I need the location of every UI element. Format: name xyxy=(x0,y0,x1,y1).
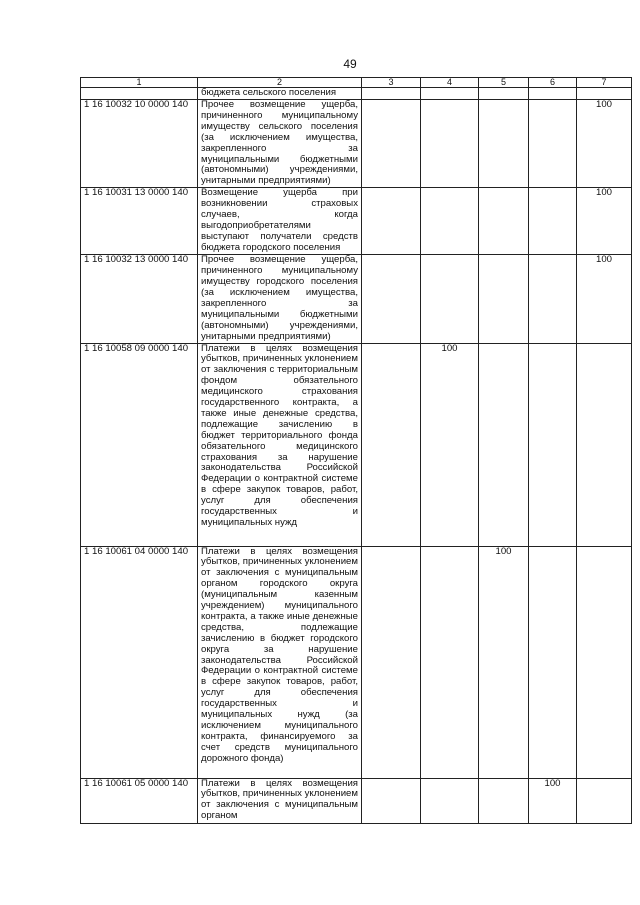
table-row xyxy=(81,188,632,255)
column-header: 1 xyxy=(81,78,198,88)
value-col-7: 100 xyxy=(577,100,632,188)
column-header: 5 xyxy=(479,78,529,88)
value-col-5: 100 xyxy=(479,546,529,778)
header-row xyxy=(81,78,632,88)
value-col-5 xyxy=(479,100,529,188)
value-col-7 xyxy=(577,546,632,778)
description: Возмещение ущерба при возникновении страховых случаев, когда выгодоприобретателями выступают получатели средств бюджета городского поселения xyxy=(198,188,362,255)
budget-code: 1 16 10031 13 0000 140 xyxy=(81,188,198,255)
column-header: 3 xyxy=(362,78,421,88)
value-col-4 xyxy=(421,546,479,778)
value-col-7: 100 xyxy=(577,255,632,343)
value-col-3 xyxy=(362,255,421,343)
continuation-text: бюджета сельского поселения xyxy=(198,88,362,100)
value-col-3 xyxy=(362,546,421,778)
value-col-3 xyxy=(362,100,421,188)
value-col-7: 100 xyxy=(577,188,632,255)
budget-code: 1 16 10061 04 0000 140 xyxy=(81,546,198,778)
column-header: 7 xyxy=(577,78,632,88)
value-col-5 xyxy=(479,778,529,823)
continuation-row xyxy=(81,88,632,100)
value-col-6 xyxy=(529,188,577,255)
description: Платежи в целях возмещения убытков, причиненных уклонением от заключения с муниципальным органом городского округа (муниципальным казенным учреждением) муниципального контракта, а также иные денежные средства, подлежащие зачислению в бюджет городского округа за нарушение законодательства Российской Федерации о контрактной системе в сфере закупок товаров, работ, услуг для обеспечения государственных и муниципальных нужд (за исключением муниципального контракта, финансируемого за счет средств муниципального дорожного фонда) xyxy=(198,546,362,778)
value-col-3 xyxy=(362,188,421,255)
value-col-5 xyxy=(479,255,529,343)
budget-code: 1 16 10061 05 0000 140 xyxy=(81,778,198,823)
column-header: 2 xyxy=(198,78,362,88)
description: Прочее возмещение ущерба, причиненного муниципальному имуществу городского поселения (за исключением имущества, закрепленного за муниципальными бюджетными (автономными) учреждениями, унитарными предприятиями) xyxy=(198,255,362,343)
value-col-6 xyxy=(529,100,577,188)
value-col-4 xyxy=(421,188,479,255)
value-col-4 xyxy=(421,778,479,823)
value-col-4: 100 xyxy=(421,343,479,546)
value-col-6 xyxy=(529,546,577,778)
description: Прочее возмещение ущерба, причиненного муниципальному имуществу сельского поселения (за исключением имущества, закрепленного за муниципальными бюджетными (автономными) учреждениями, унитарными предприятиями) xyxy=(198,100,362,188)
table-row xyxy=(81,255,632,343)
page-number: 49 xyxy=(343,57,357,71)
description: Платежи в целях возмещения убытков, причиненных уклонением от заключения с муниципальным органом xyxy=(198,778,362,823)
value-col-6 xyxy=(529,343,577,546)
value-col-6: 100 xyxy=(529,778,577,823)
value-col-6 xyxy=(529,255,577,343)
value-col-5 xyxy=(479,343,529,546)
table-row xyxy=(81,343,632,546)
description: Платежи в целях возмещения убытков, причиненных уклонением от заключения с территориальным фондом обязательного медицинского страхования государственного контракта, а также иные денежные средства, подлежащие зачислению в бюджет территориального фонда обязательного медицинского страхования за нарушение законодательства Российской Федерации о контрактной системе в сфере закупок товаров, работ, услуг для обеспечения государственных и муниципальных нужд xyxy=(198,343,362,546)
table-row xyxy=(81,778,632,823)
value-col-7 xyxy=(577,778,632,823)
value-col-4 xyxy=(421,100,479,188)
column-header: 4 xyxy=(421,78,479,88)
table-row xyxy=(81,100,632,188)
budget-code: 1 16 10032 13 0000 140 xyxy=(81,255,198,343)
value-col-5 xyxy=(479,188,529,255)
value-col-7 xyxy=(577,343,632,546)
budget-code: 1 16 10032 10 0000 140 xyxy=(81,100,198,188)
column-header: 6 xyxy=(529,78,577,88)
value-col-4 xyxy=(421,255,479,343)
budget-code: 1 16 10058 09 0000 140 xyxy=(81,343,198,546)
table-row xyxy=(81,546,632,778)
value-col-3 xyxy=(362,778,421,823)
budget-table xyxy=(80,77,632,824)
value-col-3 xyxy=(362,343,421,546)
